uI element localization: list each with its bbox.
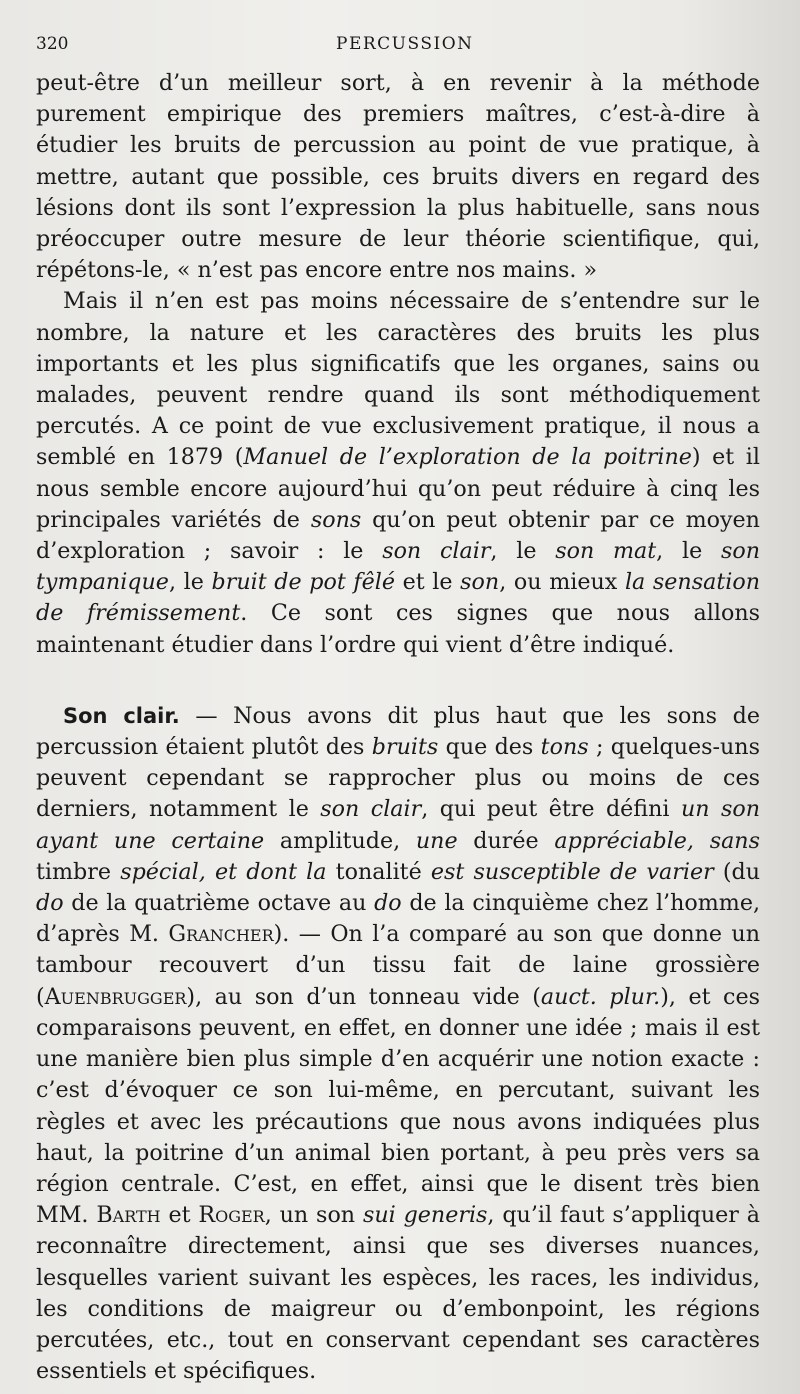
emphasis: do	[36, 890, 64, 917]
text-run: amplitude,	[264, 827, 416, 854]
emphasis: une	[415, 827, 458, 854]
text-run: ) et il nous semble encore aujourd’hui qu’on peut réduire à cinq les principales variétés de	[36, 444, 760, 533]
emphasis: do	[374, 890, 402, 917]
section-heading: Son clair.	[63, 703, 180, 728]
text-run: et le	[394, 569, 461, 596]
text-run: durée	[457, 827, 555, 854]
emphasis: auct. plur.	[540, 983, 661, 1010]
body-text	[36, 68, 760, 1387]
emphasis: son mat	[555, 538, 657, 565]
emphasis: spécial, et dont la	[120, 858, 327, 885]
text-run: . Ce sont ces signes que nous allons maintenant étudier dans l’ordre qui vient d’être indiqué.	[36, 600, 760, 658]
text-run: , qu’il faut s’appliquer à reconnaître directement, ainsi que ses diverses nuances, lesquelles varient suivant les espèces, les races, les individus, les conditions de maigreur ou d’embonpoint, les régions percutées, etc., tout en conservant cependant ses caractères essentiels et spécifiques.	[36, 1202, 760, 1385]
text-run: (du	[713, 858, 761, 885]
emphasis: son tympanique	[36, 538, 760, 596]
text-run: — Nous avons dit plus haut que les sons de percussion étaient plutôt des	[36, 702, 760, 761]
emphasis: est susceptible de varier	[430, 858, 714, 885]
text-run: , un son	[264, 1202, 363, 1229]
emphasis: appréciable, sans	[554, 827, 760, 854]
running-title: PERCUSSION	[336, 34, 474, 54]
page-number: 320	[36, 34, 69, 54]
author-name: Grancher	[168, 921, 274, 948]
text-run: , qui peut être défini	[421, 796, 681, 823]
text-run: ; quelques-uns peuvent cependant se rapprocher plus ou moins de ces derniers, notamment le	[36, 734, 760, 823]
emphasis: son clair	[382, 538, 491, 565]
author-name: Roger	[198, 1202, 265, 1229]
text-run: timbre	[36, 858, 121, 885]
text-run: Mais il n’en est pas moins nécessaire de s’entendre sur le nombre, la nature et les caractères des bruits les plus importants et les plus significatifs que les organes, sains ou malades, peuvent rendre quand ils sont méthodiquement percutés. A ce point de vue exclusivement pratique, il nous a semblé en 1879 (	[36, 288, 760, 471]
text-run: , le	[656, 538, 721, 565]
text-run: ), et ces comparaisons peuvent, en effet, en donner une idée ; mais il est une manière bien plus simple d’en acquérir une notion exacte : c’est d’évoquer ce son lui-même, en percutant, suivant les règles et avec les précautions que nous avons indiquées plus haut, la poitrine d’un animal bien portant, à peu près vers sa région centrale. C’est, en effet, ainsi que le disent très bien MM.	[36, 983, 760, 1229]
emphasis: sons	[310, 506, 362, 533]
text-run: et	[160, 1202, 199, 1229]
paragraph-2	[36, 286, 760, 660]
text-run: qu’on peut obtenir par ce moyen d’exploration ; savoir : le	[36, 506, 760, 565]
emphasis: son	[460, 569, 500, 596]
text-run: ). — On l’a comparé au son que donne un tambour recouvert d’un tissu fait de laine grossière (	[36, 921, 761, 1010]
emphasis: un son ayant une certaine	[36, 796, 760, 854]
author-name: Auenbrugger	[44, 983, 187, 1010]
emphasis: bruit de pot fêlé	[211, 569, 395, 596]
running-header	[36, 34, 760, 60]
text-run: , le	[168, 569, 212, 596]
text-run: de la quatrième octave au	[63, 890, 375, 917]
text-run: que des	[438, 734, 541, 761]
emphasis: bruits	[371, 734, 439, 761]
text-run: ), au son d’un tonneau vide (	[186, 983, 541, 1010]
author-name: Barth	[96, 1202, 161, 1229]
text-run: , le	[490, 538, 556, 565]
text-run: tonalité	[326, 858, 431, 885]
emphasis: sui generis	[362, 1202, 488, 1229]
emphasis: son clair	[320, 796, 422, 823]
book-title: Manuel de l’exploration de la poitrine	[243, 444, 692, 471]
text-run: de la cinquième chez l’homme, d’après M.	[36, 890, 761, 948]
emphasis: tons	[540, 734, 589, 761]
text-run: , ou mieux	[499, 569, 625, 596]
paragraph-3	[36, 701, 760, 1387]
paragraph-1: peut-être d’un meilleur sort, à en revenir à la méthode purement empirique des premiers maîtres, c’est-à-dire à étudier les bruits de percussion au point de vue pratique, à mettre, autant que possible, ces bruits divers en regard des lésions dont ils sont l’expression la plus habituelle, sans nous préoccuper outre mesure de leur théorie scientifique, qui, répétons-le, « n’est pas encore entre nos mains. »	[36, 70, 760, 284]
emphasis: la sensation de frémissement	[36, 569, 760, 627]
